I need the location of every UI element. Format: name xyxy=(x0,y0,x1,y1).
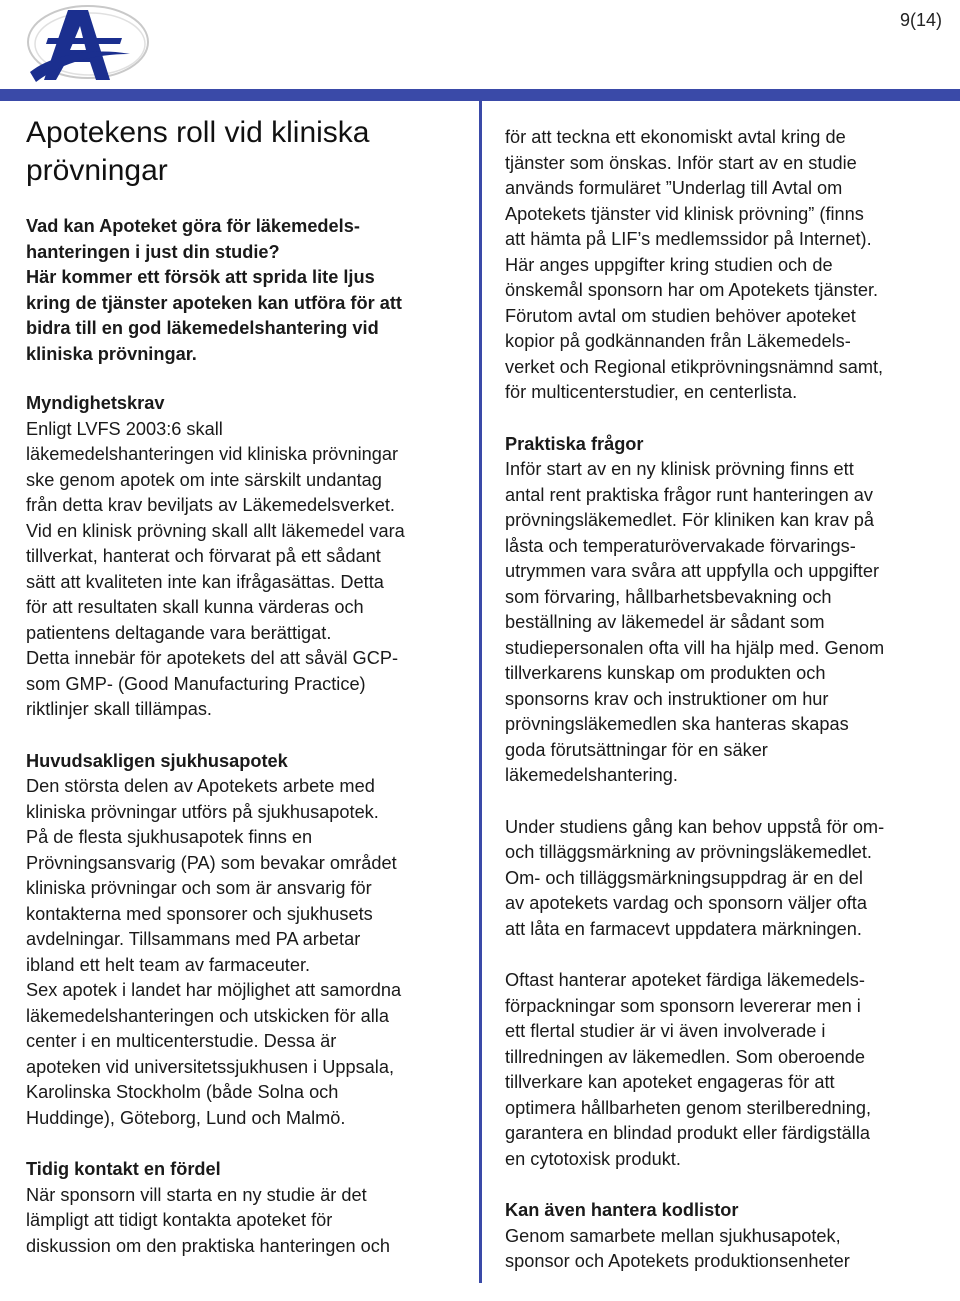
section-heading: Myndighetskrav xyxy=(26,393,165,413)
text-line: Under studiens gång kan behov uppstå för om- xyxy=(505,816,885,837)
section-heading: Huvudsakligen sjukhusapotek xyxy=(26,750,288,771)
text-line: patientens deltagande vara berättigat. xyxy=(26,622,332,643)
text-line: ett flertal studier är vi även involverade i xyxy=(505,1021,826,1041)
text-line: Inför start av en ny klinisk prövning finns ett xyxy=(505,459,854,479)
text-line: kopior på godkännanden från Läkemedels- xyxy=(505,331,851,351)
text-line: När sponsorn vill starta en ny studie är det xyxy=(26,1184,367,1205)
text-line: sponsorns krav och instruktioner om hur xyxy=(505,688,829,709)
text-line: Vad kan Apoteket göra för läkemedels- xyxy=(26,216,360,236)
text-line: kliniska prövningar och som är ansvarig för xyxy=(26,878,372,898)
text-line: önskemål sponsorn har om Apotekets tjänster. xyxy=(505,280,879,300)
text-line: Om- och tilläggsmärkningsuppdrag är en del xyxy=(505,867,863,888)
text-line: av apotekets vardag och sponsorn väljer ofta xyxy=(505,893,867,913)
text-line: för att teckna ett ekonomiskt avtal kring de xyxy=(505,127,846,147)
text-line: används formuläret ”Underlag till Avtal om xyxy=(505,178,843,198)
text-line: hanteringen i just din studie? xyxy=(26,241,280,262)
text-line: för att resultaten skall kunna värderas och xyxy=(26,597,364,617)
text-line: att låta en farmacevt uppdatera märkningen. xyxy=(505,918,862,939)
text-line: tillverkat, hanterat och förvarat på ett sådant xyxy=(26,546,381,566)
text-line: apoteken vid universitetssjukhusen i Uppsala, xyxy=(26,1056,395,1077)
apoteket-logo-icon xyxy=(10,2,150,94)
right-sections xyxy=(505,125,945,1275)
text-line: Prövningsansvarig (PA) som bevakar området xyxy=(26,852,397,873)
text-line: Här kommer ett försök att sprida lite ljus xyxy=(26,267,375,287)
text-line: ske genom apotek om inte särskilt undantag xyxy=(26,469,382,490)
section xyxy=(26,391,471,723)
section xyxy=(505,125,945,406)
section xyxy=(26,749,471,1132)
section xyxy=(505,432,945,789)
text-line: låsta och temperaturövervakade förvarings- xyxy=(505,535,856,556)
page-title: Apotekens roll vid kliniska prövningar xyxy=(26,116,370,187)
text-line: Genom samarbete mellan sjukhusapotek, xyxy=(505,1225,841,1246)
text-line: På de flesta sjukhusapotek finns en xyxy=(26,827,313,847)
section xyxy=(505,815,945,943)
text-line: verket och Regional etikprövningsnämnd samt, xyxy=(505,356,884,377)
text-line: för multicenterstudier, en centerlista. xyxy=(505,382,798,402)
text-line: kliniska prövningar utförs på sjukhusapotek. xyxy=(26,801,379,822)
text-line: optimera hållbarheten genom sterilberedning, xyxy=(505,1097,871,1118)
text-line: riktlinjer skall tillämpas. xyxy=(26,699,212,719)
text-line: tillverkare kan apoteket engageras för att xyxy=(505,1072,835,1092)
text-line: Huddinge), Göteborg, Lund och Malmö. xyxy=(26,1107,346,1128)
text-line: sponsor och Apotekets produktionsenheter xyxy=(505,1251,850,1271)
text-line: Detta innebär för apotekets del att såväl GCP- xyxy=(26,648,399,668)
text-line: avdelningar. Tillsammans med PA arbetar xyxy=(26,929,361,949)
text-line: studiepersonalen ofta vill ha hjälp med. Genom xyxy=(505,637,885,658)
left-sections xyxy=(26,391,471,1259)
section xyxy=(505,968,945,1172)
intro-paragraph xyxy=(26,214,471,367)
text-line: Apotekets tjänster vid klinisk prövning” (finns xyxy=(505,203,864,224)
text-line: goda förutsättningar för en säker xyxy=(505,739,768,760)
text-line: garantera en blindad produkt eller färdigställa xyxy=(505,1123,870,1143)
text-line: tillverkarens kunskap om produkten och xyxy=(505,663,826,683)
text-line: som förvaring, hållbarhetsbevakning och xyxy=(505,586,832,607)
text-line: läkemedelshanteringen och utskicken för alla xyxy=(26,1005,389,1026)
section xyxy=(26,1157,471,1259)
right-column xyxy=(505,125,945,1301)
text-line: Här anges uppgifter kring studien och de xyxy=(505,254,833,275)
text-line: ibland ett helt team av farmaceuter. xyxy=(26,954,311,975)
text-line: läkemedelshantering. xyxy=(505,765,678,785)
section-heading: Kan även hantera kodlistor xyxy=(505,1200,739,1220)
text-line: och tilläggsmärkning av prövningsläkemedlet. xyxy=(505,842,872,862)
text-line: prövningsläkemedlen ska hanteras skapas xyxy=(505,714,849,734)
column-divider xyxy=(479,101,482,1283)
left-column xyxy=(26,114,471,1285)
text-line: att hämta på LIF’s medlemssidor på Internet). xyxy=(505,229,872,249)
text-line: utrymmen vara svåra att uppfylla och uppgifter xyxy=(505,561,880,581)
text-line: kontakterna med sponsorer och sjukhusets xyxy=(26,903,373,924)
text-line: från detta krav beviljats av Läkemedelsverket. xyxy=(26,495,395,515)
text-line: sätt att kvaliteten inte kan ifrågasättas. Detta xyxy=(26,571,384,592)
text-line: Förutom avtal om studien behöver apoteket xyxy=(505,305,856,326)
text-line: bidra till en god läkemedelshantering vid xyxy=(26,318,379,338)
text-line: kring de tjänster apoteken kan utföra för att xyxy=(26,292,402,313)
text-line: Karolinska Stockholm (både Solna och xyxy=(26,1082,339,1102)
section xyxy=(505,1198,945,1275)
text-line: tillredningen av läkemedlen. Som oberoende xyxy=(505,1046,865,1067)
text-line: Vid en klinisk prövning skall allt läkemedel vara xyxy=(26,520,405,541)
section-heading: Tidig kontakt en fördel xyxy=(26,1159,221,1179)
text-line: kliniska prövningar. xyxy=(26,343,197,364)
text-line: tjänster som önskas. Inför start av en studie xyxy=(505,152,857,173)
text-line: en cytotoxisk produkt. xyxy=(505,1148,681,1169)
page-number: 9(14) xyxy=(899,10,942,30)
text-line: prövningsläkemedlet. För kliniken kan krav på xyxy=(505,510,874,530)
text-line: Enligt LVFS 2003:6 skall xyxy=(26,418,223,439)
text-line: förpackningar som sponsorn levererar men i xyxy=(505,995,861,1016)
text-line: lämpligt att tidigt kontakta apoteket för xyxy=(26,1210,333,1230)
text-line: center i en multicenterstudie. Dessa är xyxy=(26,1031,337,1051)
text-line: Den största delen av Apotekets arbete med xyxy=(26,776,375,796)
text-line: diskussion om den praktiska hanteringen och xyxy=(26,1235,390,1256)
text-line: beställning av läkemedel är sådant som xyxy=(505,612,825,632)
text-line: Oftast hanterar apoteket färdiga läkemedels- xyxy=(505,970,865,990)
section-heading: Praktiska frågor xyxy=(505,433,644,454)
text-line: läkemedelshanteringen vid kliniska prövningar xyxy=(26,444,399,464)
text-line: antal rent praktiska frågor runt hanteringen av xyxy=(505,484,874,505)
text-line: som GMP- (Good Manufacturing Practice) xyxy=(26,673,366,694)
header-rule xyxy=(0,89,960,101)
text-line: Sex apotek i landet har möjlighet att samordna xyxy=(26,980,402,1000)
